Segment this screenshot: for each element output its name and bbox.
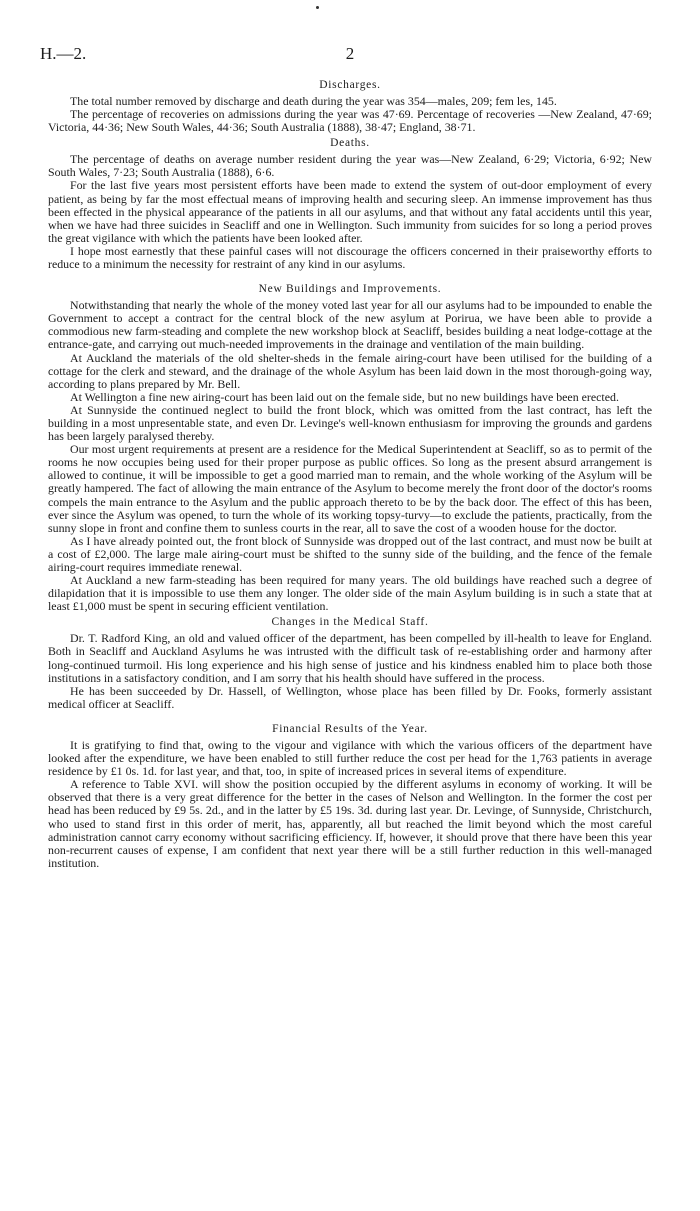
paragraph: At Auckland the materials of the old shelter-sheds in the female airing-court have been utilised for the building of a cottage for the clerk and steward, and the drainage of the whole Asylum has been laid down in the most thorough-going way, according to plans prepared by Mr. Bell. — [48, 350, 652, 391]
paragraph: It is gratifying to find that, owing to the vigour and vigilance with which the various officers of the department have looked after the expenditure, we have been enabled to still further reduce the cost per head for the 1,763 patients in average residence by £1 0s. 1d. for last year, and that, too, in spite of increased prices in several items of expenditure. — [48, 737, 652, 779]
section-heading-discharges: Discharges. — [319, 79, 381, 91]
document-reference: H.—2. — [40, 44, 87, 63]
section-heading-financial-results: Financial Results of the Year. — [272, 722, 428, 735]
section-new-buildings — [48, 282, 652, 613]
paragraph: Notwithstanding that nearly the whole of the money voted last year for all our asylums had to be impounded to enable the Government to accept a contract for the central block of the new asylum at Porirua, we have been able to provide a commodious new farm-steading and complete the new workshop block at Seacliff, besides building a neat lodge-cottage at the entrance-gate, and carrying out much-needed improvements in the drainage and ventilation of the main building. — [48, 298, 652, 352]
section-heading-new-buildings: New Buildings and Improvements. — [258, 283, 442, 296]
paragraph: The percentage of recoveries on admissions during the year was 47·69. Percentage of recoveries —New Zealand, 47·69; Victoria, 44·36; New South Wales, 44·36; South Australia (1888), 38·47; England, 38·71. — [48, 107, 652, 135]
section-heading-medical-staff: Changes in the Medical Staff. — [271, 616, 429, 629]
paragraph: At Sunnyside the continued neglect to build the front block, which was omitted from the last contract, has left the building in a most unpresentable state, and even Dr. Levinge's well-known enthusiasm for improving the grounds and gardens has been largely paralysed thereby. — [48, 402, 652, 444]
paragraph: As I have already pointed out, the front block of Sunnyside was dropped out of the last contract, and must now be built at a cost of £2,000. The large male airing-court must be shifted to the sunny side of the building, and the fence of the female airing-court requires immediate renewal. — [48, 533, 652, 574]
section-financial-results — [48, 722, 652, 870]
paragraph: I hope most earnestly that these painful cases will not discourage the officers concerned in their praiseworthy efforts to reduce to a minimum the necessity for restraint of any kind in our asylums. — [48, 243, 652, 272]
paragraph: At Wellington a fine new airing-court has been laid out on the female side, but no new buildings have been erected. — [70, 389, 619, 404]
section-heading-deaths: Deaths. — [330, 137, 370, 150]
page-number: 2 — [345, 44, 355, 63]
paragraph: At Auckland a new farm-steading has been required for many years. The old buildings have reached such a degree of dilapidation that it is impossible to use them any longer. The older side of the main Asylum building is in such a state that at least £1,000 must be spent in securing efficient ventilation. — [48, 573, 652, 614]
section-medical-staff — [48, 615, 652, 711]
paragraph: The total number removed by discharge and death during the year was 354—males, 209; fem les, 145. — [70, 94, 557, 108]
section-deaths — [48, 136, 652, 271]
report-body — [48, 76, 652, 870]
paragraph: For the last five years most persistent efforts have been made to extend the system of out-door employment of every patient, as being by far the most effectual means of improving health and securing sleep. An immense improvement has thus been effected in the physical appearance of the patients in all our asylums, and that without any fatal accidents until this year, when we have had three suicides in Seacliff and one in Wellington. Such immunity from suicides for so long a period proves the great vigilance with which the patients have been looked after. — [48, 178, 652, 245]
paragraph: He has been succeeded by Dr. Hassell, of Wellington, whose place has been filled by Dr. Fooks, formerly assistant medical officer at Seacliff. — [48, 683, 652, 711]
ink-speck — [316, 6, 319, 9]
page-header — [40, 44, 660, 68]
paragraph: Our most urgent requirements at present are a residence for the Medical Superintendent at Seacliff, so as to permit of the rooms he now occupies being used for their proper purpose as public offices. So long as the present absurd arrangement is allowed to continue, it will be impossible to get a good married man to remain, and the whole working of the Asylum will be greatly hampered. The fact of allowing the main entrance of the Asylum to become merely the front door of the doctor's rooms compels the main entrance to the Asylum and the public approach thereto to be by the back door. The effect of this has been, ever since the Asylum was opened, to turn the whole of its working topsy-turvy—to exclude the patients, practically, from the sunny slope in front and confine them to sunless courts in the rear, all to save the cost of a wooden house for the doctor. — [48, 442, 652, 535]
section-discharges — [48, 78, 652, 134]
paragraph: The percentage of deaths on average number resident during the year was—New Zealand, 6·29; Victoria, 6·92; New South Wales, 7·23; South Australia (1888), 6·6. — [48, 152, 652, 180]
paragraph: A reference to Table XVI. will show the position occupied by the different asylums in economy of working. It will be observed that there is a very great difference for the better in the cases of Nelson and Wellington. In the former the cost per head has been reduced by £9 5s. 2d., and in the latter by £5 19s. 3d. during last year. Dr. Levinge, of Sunnyside, Christchurch, who used to stand first in this order of merit, has, apparently, all but reached the limit beyond which the most careful administration cannot carry economy without sacrificing efficiency. If, however, it should prove that there have been this year non-recurrent causes of expense, I am confident that next year there will be a still further reduction in this well-managed institution. — [48, 777, 652, 870]
paragraph: Dr. T. Radford King, an old and valued officer of the department, has been compelled by ill-health to leave for England. Both in Seacliff and Auckland Asylums he was intrusted with the difficult task of re-establishing order and harmony after long-continued turmoil. His long experience and his high sense of justice and his kindness enabled him to place both those institutions in a satisfactory condition, and I am sorry that his health should have suffered in the process. — [48, 631, 652, 685]
